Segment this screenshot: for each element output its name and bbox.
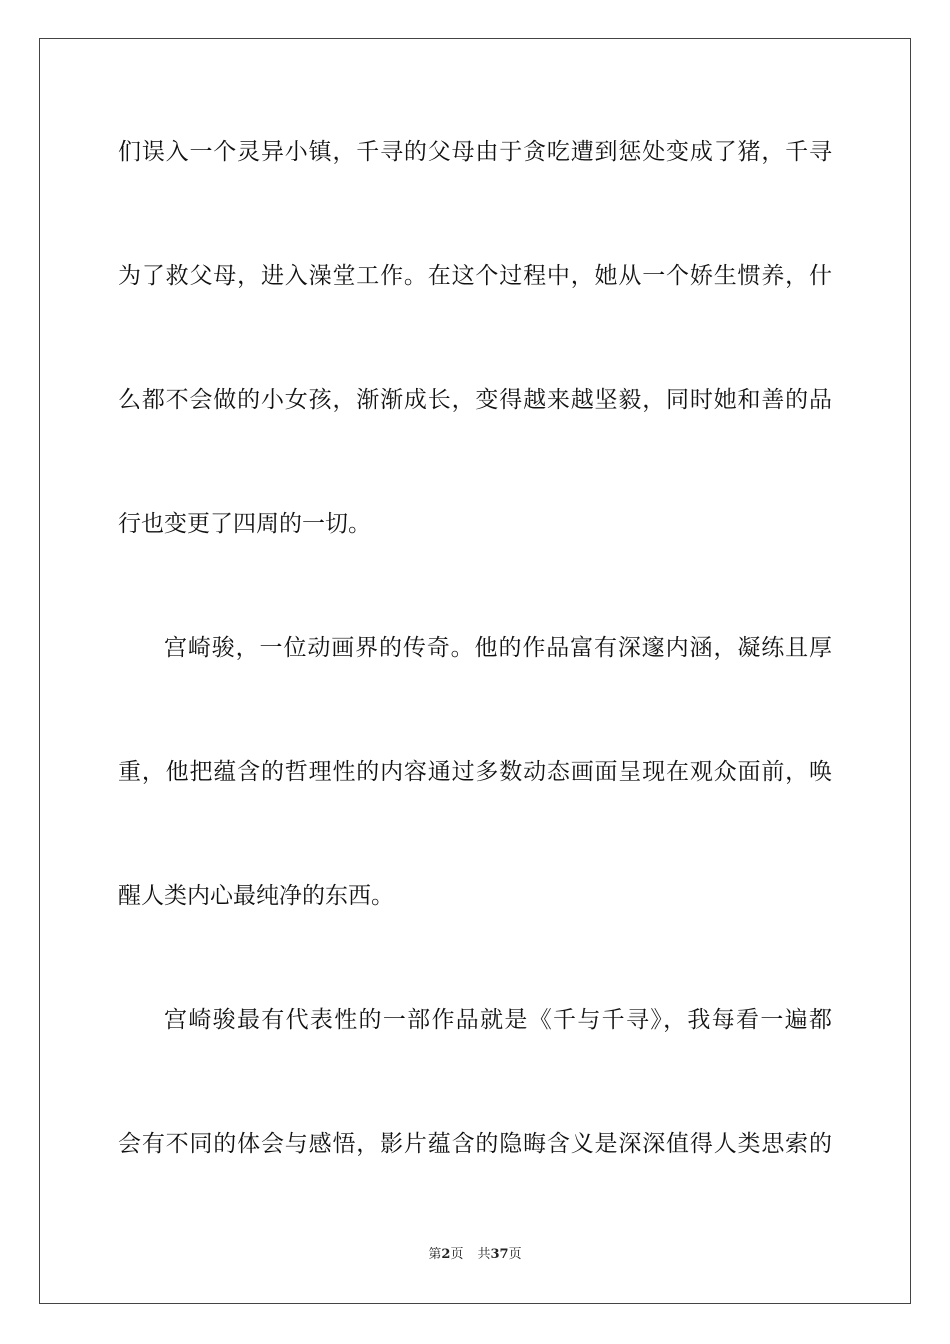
paragraph-line-6: 重，他把蕴含的哲理性的内容通过多数动态画面呈现在观众面前，唤 <box>118 759 832 785</box>
paragraph-line-9: 会有不同的体会与感悟，影片蕴含的隐晦含义是深深值得人类思索的 <box>118 1131 832 1157</box>
paragraph-line-1: 们误入一个灵异小镇，千寻的父母由于贪吃遭到惩处变成了猪，千寻 <box>118 139 832 165</box>
paragraph-line-7: 醒人类内心最纯净的东西。 <box>118 883 394 909</box>
paragraph-line-3: 么都不会做的小女孩，渐渐成长，变得越来越坚毅，同时她和善的品 <box>118 387 832 413</box>
page-suffix: 页 <box>450 1247 464 1262</box>
paragraph-line-8: 宫崎骏最有代表性的一部作品就是《千与千寻》，我每看一遍都 <box>164 1007 832 1033</box>
total-pages: 37 <box>490 1247 509 1262</box>
total-prefix: 共 <box>477 1247 491 1262</box>
paragraph-line-5: 宫崎骏，一位动画界的传奇。他的作品富有深邃内涵，凝练且厚 <box>164 635 832 661</box>
page-number: 2 <box>441 1247 451 1262</box>
paragraph-line-4: 行也变更了四周的一切。 <box>118 511 371 537</box>
paragraph-line-2: 为了救父母，进入澡堂工作。在这个过程中，她从一个娇生惯养，什 <box>118 263 832 289</box>
page-border <box>39 38 911 1304</box>
page-footer <box>0 1246 950 1264</box>
total-suffix: 页 <box>508 1247 522 1262</box>
page-prefix: 第 <box>428 1247 442 1262</box>
